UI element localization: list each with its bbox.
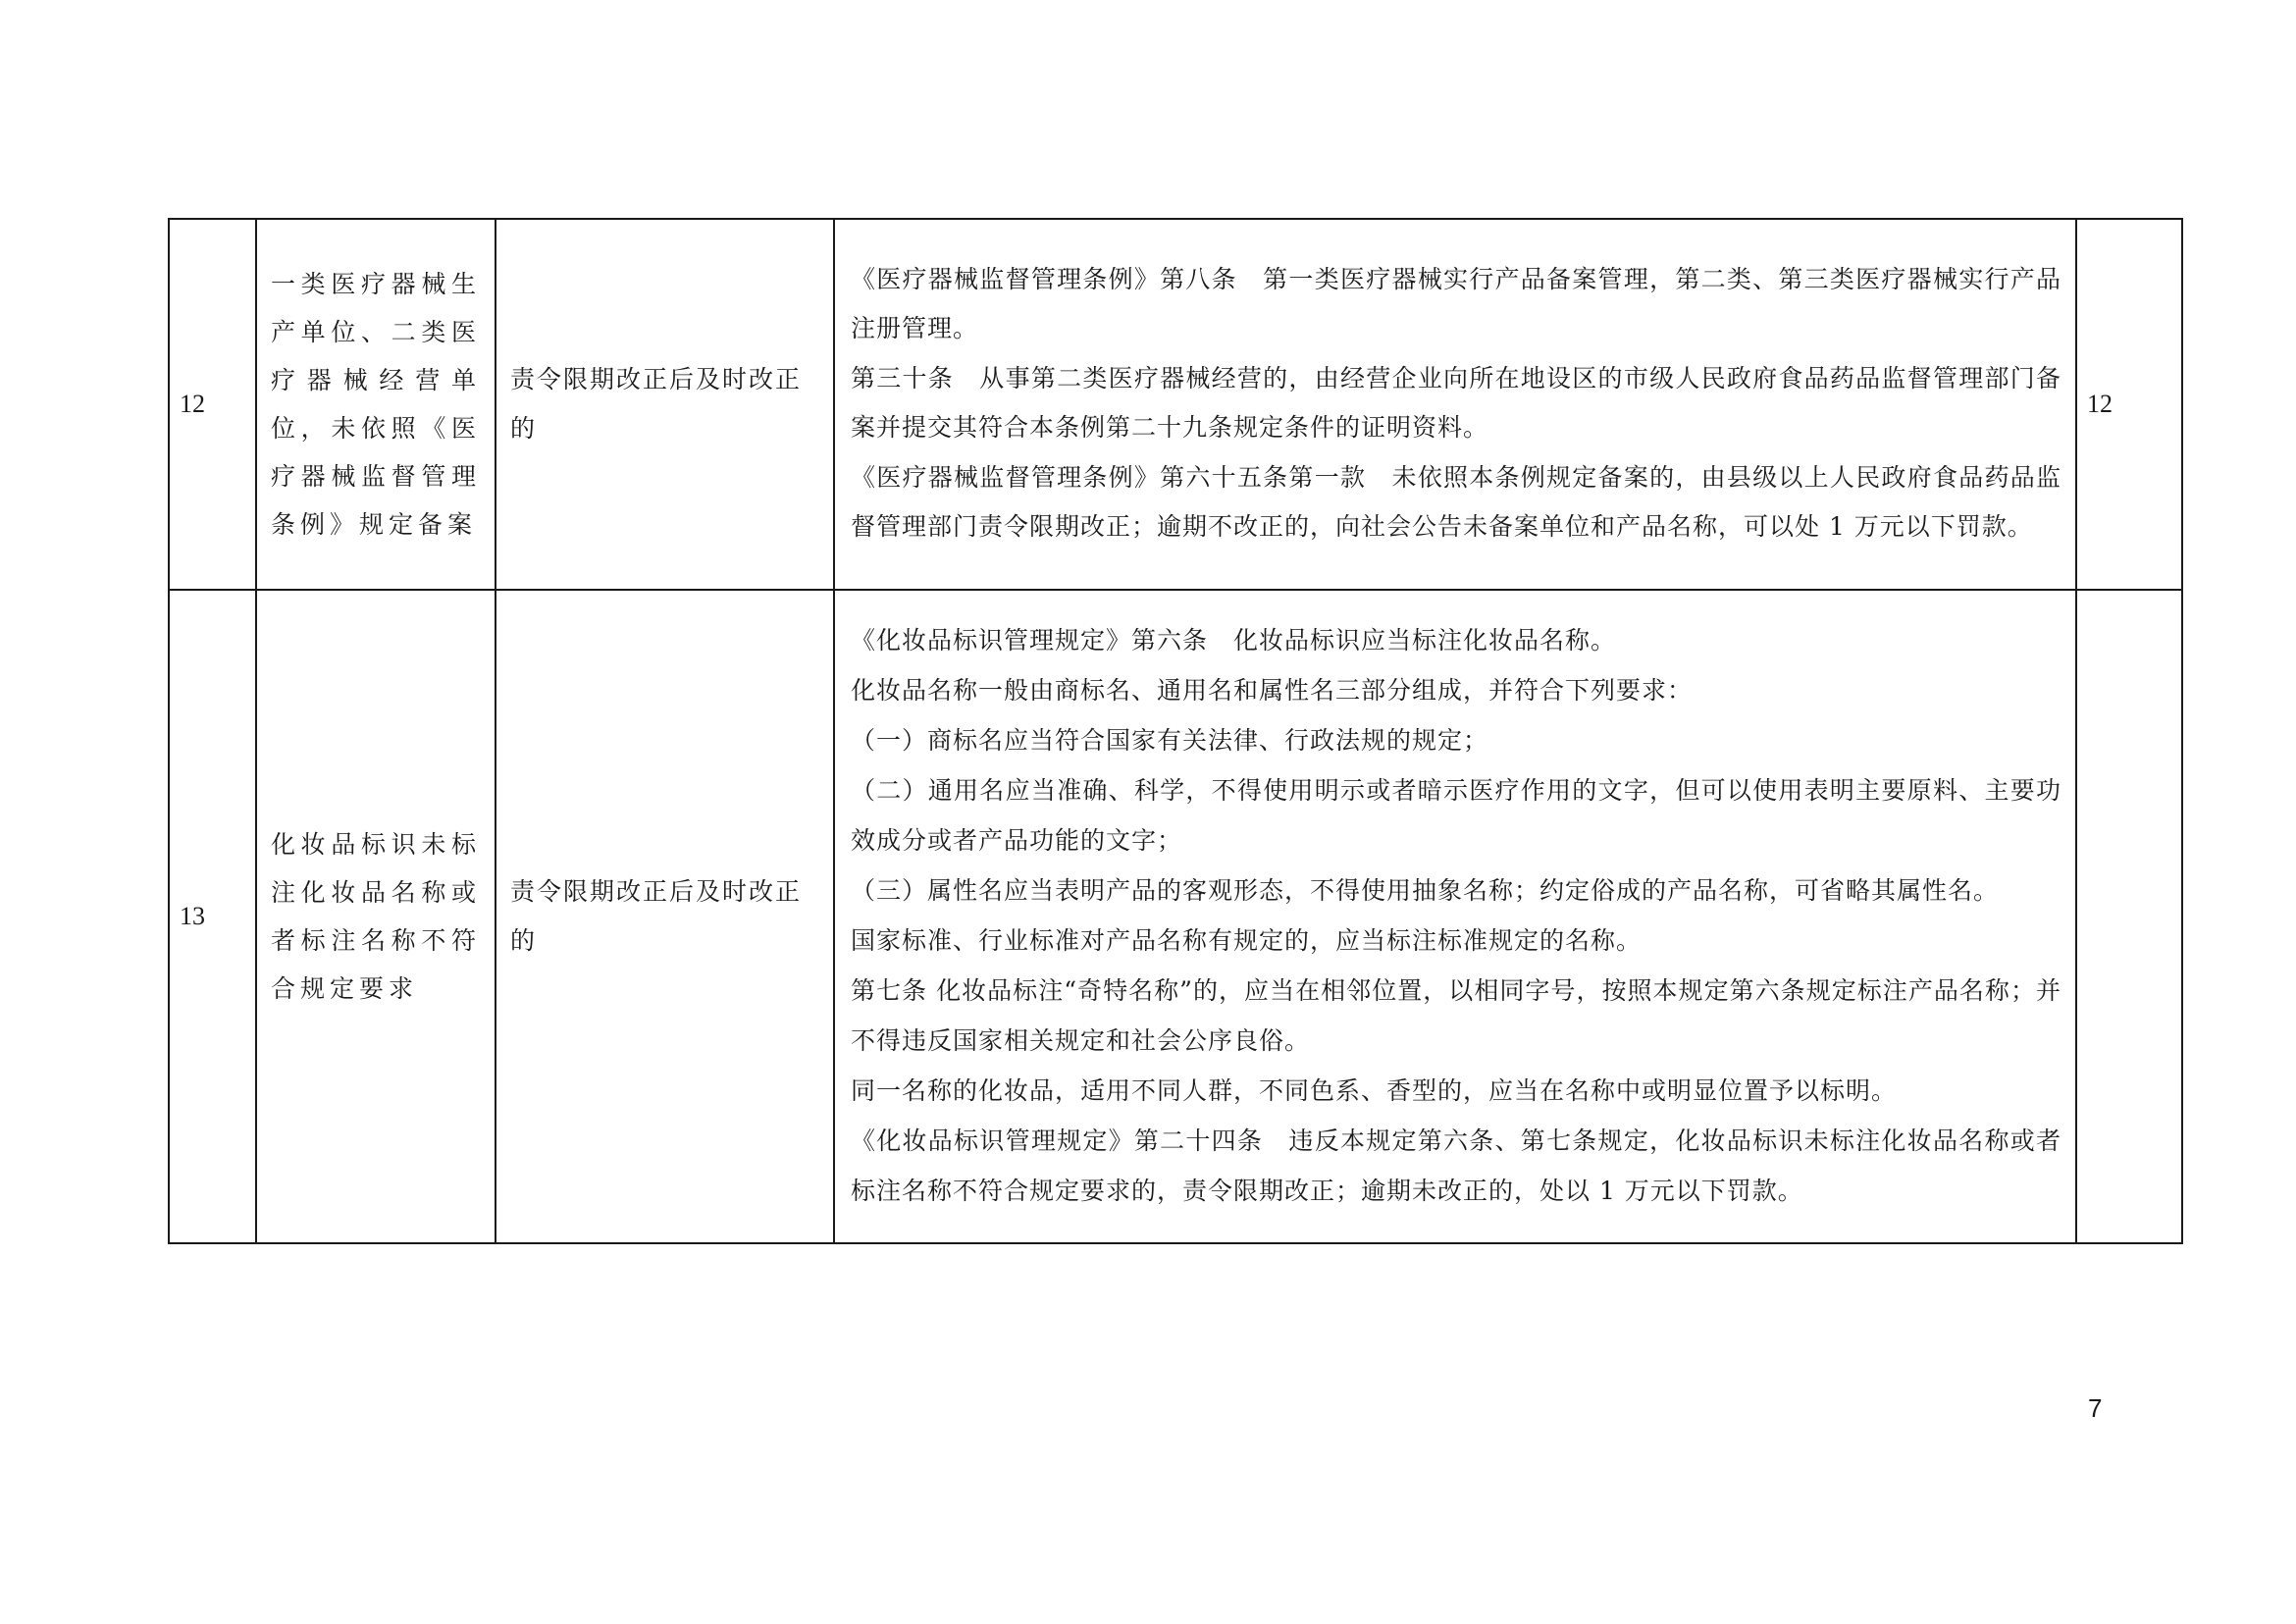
penalty-text: 责令限期改正后及时改正的 xyxy=(510,877,803,955)
legal-basis-cell xyxy=(834,590,2076,1243)
violation-text: 化妆品标识未标注化妆品名称或者标注名称不符合规定要求 xyxy=(271,830,481,1003)
reference-number xyxy=(2076,590,2182,1243)
row-number: 13 xyxy=(169,590,256,1243)
legal-basis-paragraph: 《化妆品标识管理规定》第六条 化妆品标识应当标注化妆品名称。 xyxy=(851,626,1617,655)
penalty-cell xyxy=(496,219,834,590)
legal-basis-paragraph: 《医疗器械监督管理条例》第八条 第一类医疗器械实行产品备案管理，第二类、第三类医疗器械实行产品注册管理。 xyxy=(851,264,2061,342)
violation-cell xyxy=(256,590,496,1243)
table-row xyxy=(169,590,2182,1243)
legal-basis-paragraph: 化妆品名称一般由商标名、通用名和属性名三部分组成，并符合下列要求： xyxy=(851,676,1694,705)
legal-basis-paragraph: 《医疗器械监督管理条例》第六十五条第一款 未依照本条例规定备案的，由县级以上人民政府食品药品监督管理部门责令限期改正；逾期不改正的，向社会公告未备案单位和产品名称，可以处 1 万元以下罚款。 xyxy=(851,462,2061,541)
page-number: 7 xyxy=(2088,1393,2103,1423)
legal-basis-paragraph: 第七条 化妆品标注“奇特名称”的，应当在相邻位置，以相同字号，按照本规定第六条规定标注产品名称；并不得违反国家相关规定和社会公序良俗。 xyxy=(851,976,2061,1055)
row-number: 12 xyxy=(169,219,256,590)
legal-basis-paragraph: 《化妆品标识管理规定》第二十四条 违反本规定第六条、第七条规定，化妆品标识未标注化妆品名称或者标注名称不符合规定要求的，责令限期改正；逾期未改正的，处以 1 万元以下罚款。 xyxy=(851,1126,2061,1205)
legal-basis-paragraph: （三）属性名应当表明产品的客观形态，不得使用抽象名称；约定俗成的产品名称，可省略其属性名。 xyxy=(851,876,2000,905)
reference-number: 12 xyxy=(2076,219,2182,590)
legal-basis-paragraph: 国家标准、行业标准对产品名称有规定的，应当标注标准规定的名称。 xyxy=(851,926,1643,955)
legal-basis-paragraph: 第三十条 从事第二类医疗器械经营的，由经营企业向所在地设区的市级人民政府食品药品监督管理部门备案并提交其符合本条例第二十九条规定条件的证明资料。 xyxy=(851,363,2061,442)
legal-basis-paragraph: （二）通用名应当准确、科学，不得使用明示或者暗示医疗作用的文字，但可以使用表明主要原料、主要功效成分或者产品功能的文字； xyxy=(851,776,2061,855)
violation-text: 一类医疗器械生产单位、二类医疗器械经营单位，未依照《医疗器械监督管理条例》规定备案 xyxy=(271,270,481,539)
regulation-table xyxy=(168,218,2183,1244)
violation-cell xyxy=(256,219,496,590)
penalty-text: 责令限期改正后及时改正的 xyxy=(510,365,803,443)
table-row xyxy=(169,219,2182,590)
legal-basis-paragraph: （一）商标名应当符合国家有关法律、行政法规的规定； xyxy=(851,726,1489,755)
legal-basis-paragraph: 同一名称的化妆品，适用不同人群，不同色系、香型的，应当在名称中或明显位置予以标明。 xyxy=(851,1076,1898,1105)
legal-basis-cell xyxy=(834,219,2076,590)
penalty-cell xyxy=(496,590,834,1243)
